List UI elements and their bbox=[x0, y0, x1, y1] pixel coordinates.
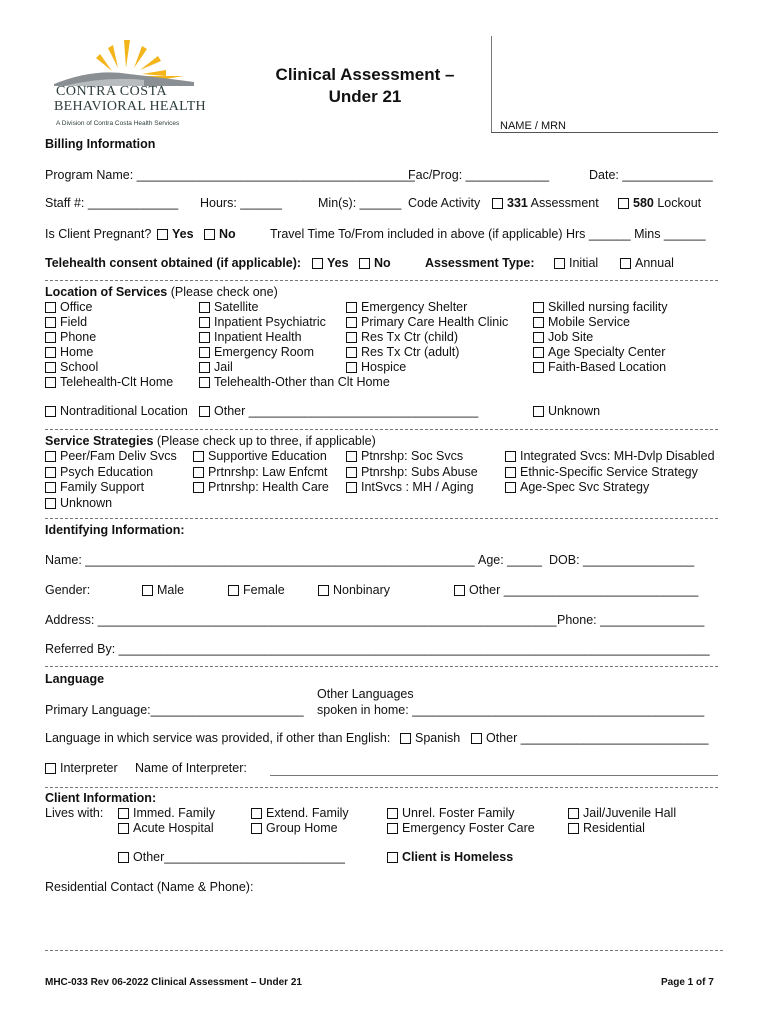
lives-with-label: Lives with: bbox=[45, 806, 104, 820]
checkbox-icon[interactable] bbox=[533, 317, 544, 328]
code-580-text: Lockout bbox=[653, 196, 702, 210]
code-580-num: 580 bbox=[633, 196, 654, 210]
option-label: Res Tx Ctr (child) bbox=[361, 330, 459, 344]
checkbox-icon[interactable] bbox=[199, 317, 210, 328]
option-label: Age-Spec Svc Strategy bbox=[520, 480, 650, 494]
option-label: Spanish bbox=[415, 731, 461, 745]
option-label: Age Specialty Center bbox=[548, 345, 666, 359]
telehealth-label: Telehealth consent obtained (if applicable): bbox=[45, 256, 302, 270]
option-label: Hospice bbox=[361, 360, 407, 374]
location-heading bbox=[45, 285, 278, 300]
option-label: Telehealth-Other than Clt Home bbox=[214, 375, 390, 389]
strategy-option[interactable] bbox=[505, 465, 715, 481]
assessment-type-label: Assessment Type: bbox=[425, 256, 535, 270]
code-331-text: Assessment bbox=[527, 196, 599, 210]
mrn-box-divider bbox=[491, 36, 492, 132]
location-option[interactable] bbox=[346, 345, 508, 360]
footer-form-id: MHC-033 Rev 06-2022 Clinical Assessment – Under 21 bbox=[45, 977, 302, 988]
strategy-option[interactable] bbox=[505, 449, 715, 465]
service-language-spanish[interactable] bbox=[400, 731, 460, 746]
name-mrn-label: NAME / MRN bbox=[500, 120, 566, 132]
strategy-option[interactable] bbox=[45, 480, 177, 496]
checkbox-icon[interactable] bbox=[346, 467, 357, 478]
lives-with-col3 bbox=[387, 806, 535, 836]
checkbox-icon[interactable] bbox=[157, 229, 168, 240]
checkbox-icon[interactable] bbox=[45, 763, 56, 774]
checkbox-icon[interactable] bbox=[45, 332, 56, 343]
checkbox-icon[interactable] bbox=[318, 585, 329, 596]
option-label: Field bbox=[60, 315, 88, 329]
assessment-initial[interactable] bbox=[554, 256, 598, 271]
lives-with-option[interactable] bbox=[251, 821, 349, 836]
assessment-annual[interactable] bbox=[620, 256, 674, 271]
checkbox-icon[interactable] bbox=[618, 198, 629, 209]
strategy-option[interactable] bbox=[193, 480, 329, 496]
option-label: Male bbox=[157, 583, 185, 597]
option-label: Integrated Svcs: MH-Dvlp Disabled bbox=[520, 449, 715, 463]
option-label: Jail/Juvenile Hall bbox=[583, 806, 677, 820]
strategies-col2 bbox=[193, 449, 329, 496]
logo bbox=[54, 38, 204, 128]
option-label: Satellite bbox=[214, 300, 259, 314]
gender-nonbinary[interactable] bbox=[318, 583, 390, 598]
location-option[interactable] bbox=[346, 330, 508, 345]
option-label: Other _________________________________ bbox=[214, 404, 479, 418]
code-331-checkbox[interactable] bbox=[492, 196, 599, 211]
location-other[interactable] bbox=[199, 404, 478, 419]
checkbox-icon[interactable] bbox=[346, 317, 357, 328]
option-label: Primary Care Health Clinic bbox=[361, 315, 509, 329]
checkbox-icon[interactable] bbox=[346, 451, 357, 462]
strategies-heading bbox=[45, 434, 376, 449]
location-heading-text: Location of Services bbox=[45, 285, 168, 299]
interpreter-checkbox[interactable] bbox=[45, 761, 118, 776]
location-option[interactable] bbox=[45, 300, 173, 315]
location-unknown[interactable] bbox=[533, 404, 600, 419]
checkbox-icon[interactable] bbox=[251, 823, 262, 834]
checkbox-icon[interactable] bbox=[118, 808, 129, 819]
checkbox-icon[interactable] bbox=[45, 451, 56, 462]
checkbox-icon[interactable] bbox=[505, 482, 516, 493]
location-col4 bbox=[533, 300, 668, 375]
form-title-line2: Under 21 bbox=[328, 87, 402, 106]
logo-line2: BEHAVIORAL HEALTH bbox=[54, 99, 206, 114]
identifying-heading: Identifying Information: bbox=[45, 523, 185, 537]
strategies-note: (Please check up to three, if applicable) bbox=[153, 434, 376, 448]
location-nontraditional[interactable] bbox=[45, 404, 188, 419]
option-label: Prtnrshp: Health Care bbox=[208, 480, 329, 494]
option-label: Skilled nursing facility bbox=[548, 300, 668, 314]
location-col1 bbox=[45, 300, 173, 390]
option-label: Extend. Family bbox=[266, 806, 349, 820]
billing-heading: Billing Information bbox=[45, 137, 156, 151]
checkbox-icon[interactable] bbox=[312, 258, 323, 269]
checkbox-icon[interactable] bbox=[346, 482, 357, 493]
checkbox-icon[interactable] bbox=[359, 258, 370, 269]
checkbox-icon[interactable] bbox=[346, 347, 357, 358]
sun-mountain-logo-icon bbox=[54, 38, 204, 88]
other-languages-field[interactable]: spoken in home: __________________________________________ bbox=[317, 703, 705, 717]
checkbox-icon[interactable] bbox=[193, 482, 204, 493]
checkbox-icon[interactable] bbox=[620, 258, 631, 269]
checkbox-icon[interactable] bbox=[45, 467, 56, 478]
travel-time-field[interactable]: Travel Time To/From included in above (if applicable) Hrs ______ Mins ______ bbox=[270, 227, 706, 241]
option-label: Jail bbox=[214, 360, 233, 374]
lives-with-other[interactable] bbox=[118, 850, 345, 865]
location-option[interactable] bbox=[346, 315, 508, 330]
checkbox-icon[interactable] bbox=[471, 733, 482, 744]
checkbox-icon[interactable] bbox=[568, 808, 579, 819]
option-label: Other ____________________________ bbox=[469, 583, 699, 597]
option-label: Client is Homeless bbox=[402, 850, 514, 864]
option-label: Job Site bbox=[548, 330, 594, 344]
option-label: Phone bbox=[60, 330, 97, 344]
form-title-line1: Clinical Assessment – bbox=[275, 65, 455, 84]
checkbox-icon[interactable] bbox=[142, 585, 153, 596]
age-field[interactable]: Age: _____ bbox=[478, 553, 542, 567]
strategy-option[interactable] bbox=[505, 480, 715, 496]
checkbox-icon[interactable] bbox=[193, 467, 204, 478]
option-label: Residential bbox=[583, 821, 645, 835]
strategy-option[interactable] bbox=[45, 465, 177, 481]
client-homeless[interactable] bbox=[387, 850, 513, 865]
option-label: Office bbox=[60, 300, 93, 314]
option-label: Interpreter bbox=[60, 761, 118, 775]
strategy-option[interactable] bbox=[346, 480, 478, 496]
strategy-option[interactable] bbox=[346, 449, 478, 465]
checkbox-icon[interactable] bbox=[45, 317, 56, 328]
lives-with-option[interactable] bbox=[118, 821, 215, 836]
location-option[interactable] bbox=[533, 330, 668, 345]
location-option[interactable] bbox=[45, 375, 173, 390]
checkbox-icon[interactable] bbox=[554, 258, 565, 269]
location-note: (Please check one) bbox=[167, 285, 278, 299]
checkbox-icon[interactable] bbox=[199, 406, 210, 417]
checkbox-icon[interactable] bbox=[199, 362, 210, 373]
option-label: Res Tx Ctr (adult) bbox=[361, 345, 460, 359]
lives-with-option[interactable] bbox=[568, 821, 676, 836]
checkbox-icon[interactable] bbox=[387, 808, 398, 819]
checkbox-icon[interactable] bbox=[533, 347, 544, 358]
divider bbox=[45, 429, 718, 430]
checkbox-icon[interactable] bbox=[346, 332, 357, 343]
code-580-checkbox[interactable] bbox=[618, 196, 701, 211]
checkbox-icon[interactable] bbox=[387, 852, 398, 863]
checkbox-icon[interactable] bbox=[346, 362, 357, 373]
location-option[interactable] bbox=[533, 360, 668, 375]
footer-page-number: Page 1 of 7 bbox=[661, 977, 714, 988]
location-option[interactable] bbox=[45, 315, 173, 330]
lives-with-col2 bbox=[251, 806, 349, 836]
staff-field[interactable]: Staff #: _____________ bbox=[45, 196, 179, 210]
option-label: Group Home bbox=[266, 821, 338, 835]
location-option[interactable] bbox=[346, 300, 508, 315]
residential-contact-label: Residential Contact (Name & Phone): bbox=[45, 880, 254, 894]
no-label: No bbox=[374, 256, 391, 270]
option-label: Female bbox=[243, 583, 285, 597]
option-label: Prtnrshp: Law Enfcmt bbox=[208, 464, 328, 479]
checkbox-icon[interactable] bbox=[251, 808, 262, 819]
checkbox-icon[interactable] bbox=[118, 823, 129, 834]
divider bbox=[45, 950, 723, 951]
mins-field[interactable]: Min(s): ______ bbox=[318, 196, 402, 210]
name-field[interactable]: Name: ________________________________________________________ bbox=[45, 553, 475, 567]
gender-label: Gender: bbox=[45, 583, 91, 597]
checkbox-icon[interactable] bbox=[533, 362, 544, 373]
option-label: Other ___________________________ bbox=[486, 731, 709, 745]
option-label: Unrel. Foster Family bbox=[402, 806, 515, 820]
option-label: Inpatient Health bbox=[214, 330, 302, 344]
divider bbox=[45, 666, 718, 667]
telehealth-no[interactable] bbox=[359, 256, 391, 271]
location-col3 bbox=[346, 300, 508, 375]
program-name-field[interactable]: Program Name: ________________________________________ bbox=[45, 168, 415, 182]
checkbox-icon[interactable] bbox=[199, 377, 210, 388]
option-label: Emergency Shelter bbox=[361, 300, 468, 314]
option-label: Home bbox=[60, 345, 94, 359]
telehealth-yes[interactable] bbox=[312, 256, 349, 271]
pregnant-no[interactable] bbox=[204, 227, 236, 242]
checkbox-icon[interactable] bbox=[533, 302, 544, 313]
option-label: Emergency Foster Care bbox=[402, 821, 535, 835]
checkbox-icon[interactable] bbox=[45, 362, 56, 373]
checkbox-icon[interactable] bbox=[199, 302, 210, 313]
option-label: Family Support bbox=[60, 480, 145, 494]
option-label: Peer/Fam Deliv Svcs bbox=[60, 449, 177, 463]
checkbox-icon[interactable] bbox=[45, 302, 56, 313]
checkbox-icon[interactable] bbox=[454, 585, 465, 596]
location-option[interactable] bbox=[45, 345, 173, 360]
location-option[interactable] bbox=[346, 360, 508, 375]
checkbox-icon[interactable] bbox=[400, 733, 411, 744]
fac-prog-field[interactable]: Fac/Prog: ____________ bbox=[408, 168, 550, 182]
divider bbox=[45, 787, 718, 788]
lives-with-option[interactable] bbox=[251, 806, 349, 821]
checkbox-icon[interactable] bbox=[45, 377, 56, 388]
checkbox-icon[interactable] bbox=[533, 406, 544, 417]
option-label: Immed. Family bbox=[133, 806, 215, 820]
checkbox-icon[interactable] bbox=[45, 498, 56, 509]
option-label: Acute Hospital bbox=[133, 821, 214, 835]
option-label: Supportive Education bbox=[208, 449, 327, 463]
yes-label: Yes bbox=[327, 256, 349, 270]
checkbox-icon[interactable] bbox=[568, 823, 579, 834]
checkbox-icon[interactable] bbox=[505, 451, 516, 462]
checkbox-icon[interactable] bbox=[228, 585, 239, 596]
yes-label: Yes bbox=[172, 227, 194, 241]
phone-field[interactable]: Phone: _______________ bbox=[557, 613, 705, 627]
option-label: Inpatient Psychiatric bbox=[214, 315, 326, 329]
logo-line1: CONTRA COSTA bbox=[56, 84, 168, 99]
strategy-option[interactable] bbox=[193, 465, 329, 481]
date-field[interactable]: Date: _____________ bbox=[589, 168, 713, 182]
checkbox-icon[interactable] bbox=[505, 467, 516, 478]
logo-sub: A Division of Contra Costa Health Services bbox=[56, 120, 180, 127]
checkbox-icon[interactable] bbox=[346, 302, 357, 313]
checkbox-icon[interactable] bbox=[387, 823, 398, 834]
checkbox-icon[interactable] bbox=[45, 482, 56, 493]
option-label: Other__________________________ bbox=[133, 850, 346, 864]
option-label: Unknown bbox=[548, 404, 601, 418]
client-heading: Client Information: bbox=[45, 791, 157, 805]
option-label: Mobile Service bbox=[548, 315, 630, 329]
service-language-other[interactable] bbox=[471, 731, 708, 746]
divider bbox=[45, 518, 718, 519]
interpreter-name-label: Name of Interpreter: bbox=[135, 761, 247, 775]
strategy-option[interactable] bbox=[193, 449, 329, 465]
option-label: Psych Education bbox=[60, 464, 154, 479]
hours-field[interactable]: Hours: ______ bbox=[200, 196, 283, 210]
checkbox-icon[interactable] bbox=[118, 852, 129, 863]
location-option[interactable] bbox=[533, 315, 668, 330]
code-331-num: 331 bbox=[507, 196, 528, 210]
lives-with-option[interactable] bbox=[568, 806, 676, 821]
location-option[interactable] bbox=[45, 330, 173, 345]
initial-label: Initial bbox=[569, 256, 599, 270]
lives-with-option[interactable] bbox=[387, 821, 535, 836]
lives-with-col1 bbox=[118, 806, 215, 836]
option-label: Ptnrshp: Soc Svcs bbox=[361, 449, 464, 463]
lives-with-option[interactable] bbox=[387, 806, 535, 821]
checkbox-icon[interactable] bbox=[45, 406, 56, 417]
gender-other[interactable] bbox=[454, 583, 698, 598]
service-language-label: Language in which service was provided, if other than English: bbox=[45, 731, 391, 745]
code-activity-label: Code Activity bbox=[408, 196, 481, 210]
option-label: Ethnic-Specific Service Strategy bbox=[520, 464, 698, 479]
referred-by-field[interactable]: Referred By: _____________________________________________________________________________________ bbox=[45, 642, 710, 656]
interpreter-name-line[interactable] bbox=[270, 775, 718, 776]
strategies-col3 bbox=[346, 449, 478, 496]
strategies-col1 bbox=[45, 449, 177, 511]
location-option[interactable] bbox=[533, 345, 668, 360]
option-label: School bbox=[60, 360, 99, 374]
primary-language-field[interactable]: Primary Language:______________________ bbox=[45, 703, 304, 717]
gender-female[interactable] bbox=[228, 583, 285, 598]
location-option[interactable] bbox=[199, 375, 390, 390]
lives-with-option[interactable] bbox=[118, 806, 215, 821]
option-label: Ptnrshp: Subs Abuse bbox=[361, 464, 478, 479]
option-label: Nontraditional Location bbox=[60, 404, 188, 418]
checkbox-icon[interactable] bbox=[199, 332, 210, 343]
checkbox-icon[interactable] bbox=[533, 332, 544, 343]
language-heading: Language bbox=[45, 672, 105, 686]
lives-with-col4 bbox=[568, 806, 676, 836]
divider bbox=[45, 280, 718, 281]
option-label: Unknown bbox=[60, 495, 113, 510]
checkbox-icon[interactable] bbox=[193, 451, 204, 462]
strategy-option[interactable] bbox=[45, 449, 177, 465]
annual-label: Annual bbox=[635, 256, 674, 270]
option-label: Telehealth-Clt Home bbox=[60, 375, 174, 389]
location-option[interactable] bbox=[533, 300, 668, 315]
strategies-col4 bbox=[505, 449, 715, 496]
mrn-line bbox=[491, 132, 718, 133]
gender-male[interactable] bbox=[142, 583, 184, 598]
checkbox-icon[interactable] bbox=[492, 198, 503, 209]
option-label: Emergency Room bbox=[214, 345, 315, 359]
checkbox-icon[interactable] bbox=[199, 347, 210, 358]
no-label: No bbox=[219, 227, 236, 241]
checkbox-icon[interactable] bbox=[45, 347, 56, 358]
strategy-option[interactable] bbox=[346, 465, 478, 481]
strategies-heading-text: Service Strategies bbox=[45, 434, 154, 448]
strategy-option[interactable] bbox=[45, 496, 177, 512]
checkbox-icon[interactable] bbox=[204, 229, 215, 240]
other-languages-label: Other Languages bbox=[317, 687, 414, 701]
location-option[interactable] bbox=[45, 360, 173, 375]
option-label: Nonbinary bbox=[333, 583, 390, 597]
pregnant-label: Is Client Pregnant? bbox=[45, 227, 152, 241]
option-label: Faith-Based Location bbox=[548, 360, 667, 374]
option-label: IntSvcs : MH / Aging bbox=[361, 480, 474, 494]
dob-field[interactable]: DOB: ________________ bbox=[549, 553, 695, 567]
pregnant-yes[interactable] bbox=[157, 227, 194, 242]
address-field[interactable]: Address: __________________________________________________________________ bbox=[45, 613, 557, 627]
